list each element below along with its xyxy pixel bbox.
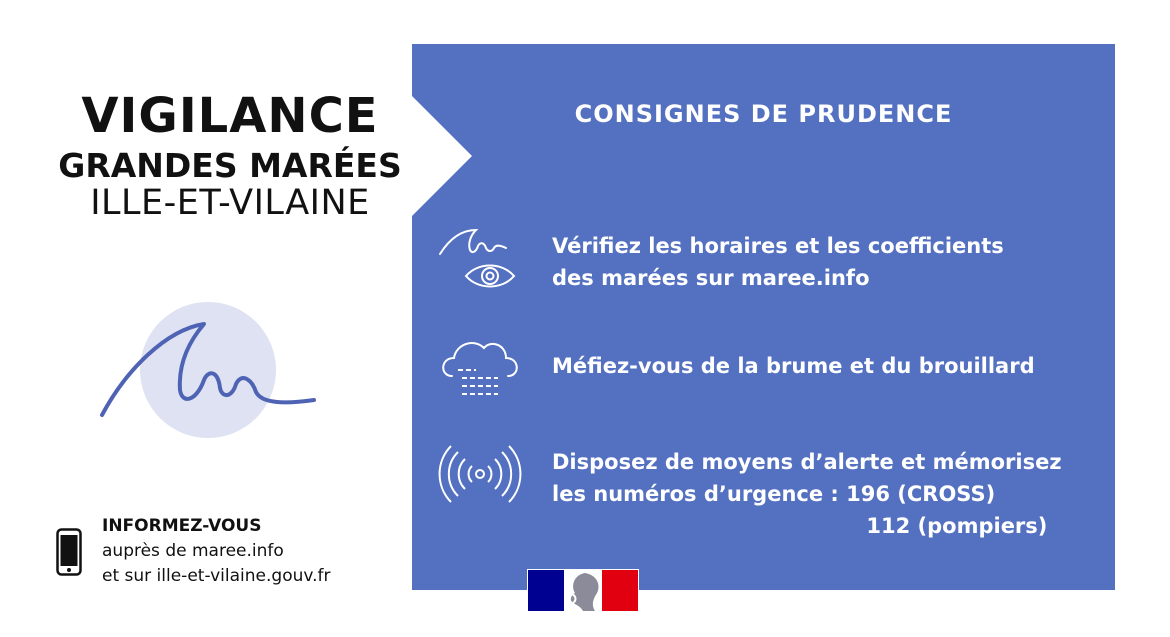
inform-text (102, 514, 422, 589)
fog-cloud-icon (436, 330, 524, 410)
inform-line-2: et sur ille-et-vilaine.gouv.fr (102, 566, 331, 586)
wave-eye-icon (436, 224, 524, 304)
wave-logo-icon (96, 300, 326, 440)
smartphone-icon (56, 528, 82, 576)
republique-francaise-logo-icon (527, 569, 639, 612)
advice-text-alert: Disposez de moyens d’alerte et mémorisez les numéros d’urgence : 196 (CROSS) 112 (pompiers) (552, 450, 1062, 538)
panel-arrow-notch (412, 96, 472, 216)
panel-title: CONSIGNES DE PRUDENCE (574, 100, 953, 128)
advice-text-tides: Vérifiez les horaires et les coefficients des marées sur maree.info (552, 234, 1004, 290)
inform-heading: INFORMEZ-VOUS (102, 516, 262, 536)
left-column (0, 0, 412, 637)
inform-line-1: auprès de maree.info (102, 541, 284, 561)
prudence-panel (412, 44, 1115, 590)
alert-signal-icon (436, 438, 524, 518)
title-vigilance: VIGILANCE (81, 88, 379, 144)
title-department: ILLE-ET-VILAINE (90, 183, 370, 223)
advice-text-fog: Méfiez-vous de la brume et du brouillard (552, 354, 1035, 378)
title-grandes-marees: GRANDES MARÉES (58, 146, 402, 185)
